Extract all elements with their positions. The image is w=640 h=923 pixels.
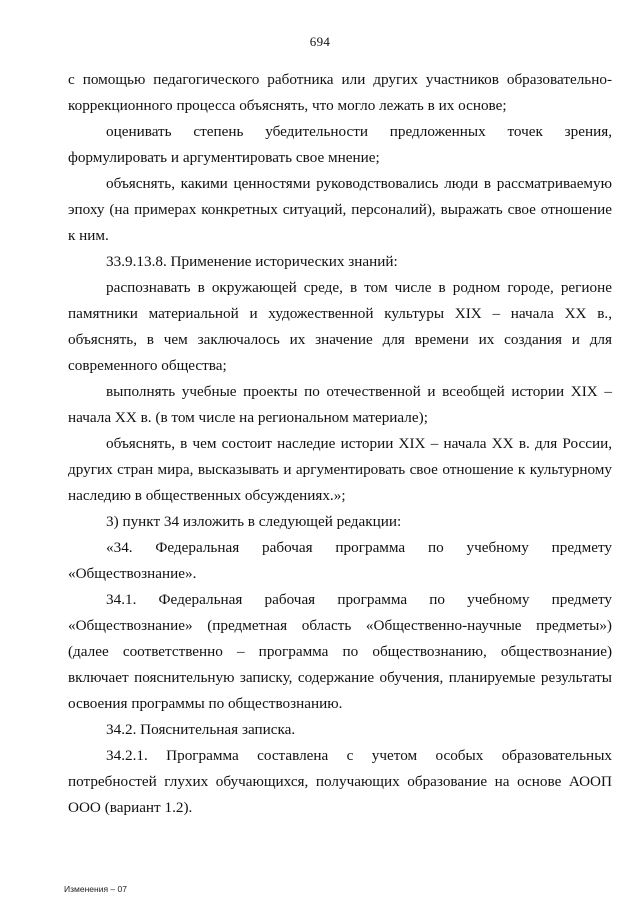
page-footer: Изменения – 07 (64, 884, 127, 894)
paragraph: объяснять, в чем состоит наследие истории XIX – начала XX в. для России, других стран мира, высказывать и аргументировать свое отношение к культурному наследию в общественных обсуждениях.»; (68, 435, 612, 504)
document-body (68, 67, 612, 821)
paragraph: 3) пункт 34 изложить в следующей редакции: (106, 513, 402, 530)
paragraph: распознавать в окружающей среде, в том числе в родном городе, регионе памятники материальной и художественной культуры XIX – начала XX в., объяснять, в чем заключалось их значение для времени их создания и для современного общества; (68, 279, 612, 374)
paragraph: выполнять учебные проекты по отечественной и всеобщей истории XIX – начала XX в. (в том числе на региональном материале); (68, 383, 612, 426)
paragraph: с помощью педагогического работника или других участников образовательно-коррекционного процесса объяснять, что могло лежать в их основе; (68, 71, 612, 114)
section-heading: 34.2. Пояснительная записка. (106, 721, 296, 738)
section-heading: «34. Федеральная рабочая программа по учебному предмету «Обществознание». (68, 539, 612, 582)
page-number: 694 (309, 34, 331, 49)
paragraph: 34.2.1. Программа составлена с учетом особых образовательных потребностей глухих обучающихся, получающих образование на основе АООП ООО (вариант 1.2). (68, 747, 612, 816)
paragraph: оценивать степень убедительности предложенных точек зрения, формулировать и аргументировать свое мнение; (68, 123, 612, 166)
paragraph: объяснять, какими ценностями руководствовались люди в рассматриваемую эпоху (на примерах конкретных ситуаций, персоналий), выражать свое отношение к ним. (68, 175, 612, 244)
paragraph: 34.1. Федеральная рабочая программа по учебному предмету «Обществознание» (предметная область «Общественно-научные предметы») (далее соответственно – программа по обществознанию, обществознание) включает пояснительную записку, содержание обучения, планируемые результаты освоения программы по обществознанию. (68, 591, 612, 712)
section-heading: 33.9.13.8. Применение исторических знаний: (106, 253, 398, 270)
